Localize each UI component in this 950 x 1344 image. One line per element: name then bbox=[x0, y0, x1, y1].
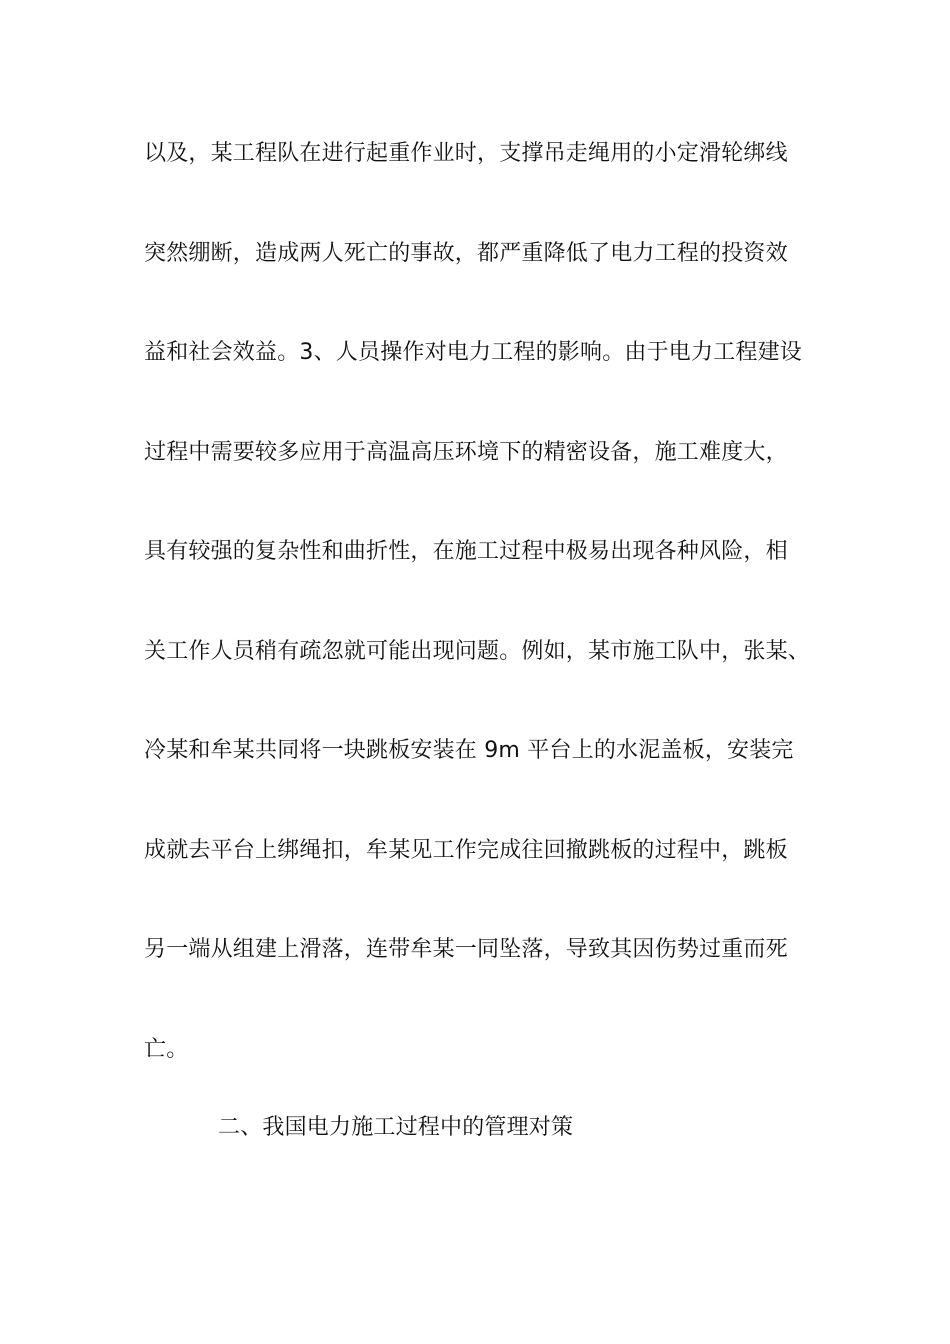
body-paragraph bbox=[144, 128, 824, 1123]
text-line: 亡。 bbox=[144, 1036, 189, 1062]
text-line: 突然绷断，造成两人死亡的事故，都严重降低了电力工程的投资效 bbox=[144, 240, 788, 266]
text-line: 过程中需要较多应用于高温高压环境下的精密设备，施工难度大， bbox=[144, 439, 788, 465]
text-line: 关工作人员稍有疏忽就可能出现问题。例如，某市施工队中，张某、 bbox=[144, 638, 811, 664]
text-line: 以及，某工程队在进行起重作业时，支撑吊走绳用的小定滑轮绑线 bbox=[144, 141, 788, 166]
text-line: 成就去平台上绑绳扣，牟某见工作完成往回撤跳板的过程中，跳板 bbox=[144, 837, 788, 863]
text-line: 冷某和牟某共同将一块跳板安装在 9m 平台上的水泥盖板，安装完 bbox=[144, 738, 794, 763]
text-line: 具有较强的复杂性和曲折性，在施工过程中极易出现各种风险，相 bbox=[144, 539, 788, 564]
text-line: 另一端从组建上滑落，连带牟某一同坠落，导致其因伤势过重而死 bbox=[144, 937, 788, 962]
text-line: 益和社会效益。3、人员操作对电力工程的影响。由于电力工程建设 bbox=[144, 340, 802, 365]
section-heading: 二、我国电力施工过程中的管理对策 bbox=[218, 1115, 574, 1140]
